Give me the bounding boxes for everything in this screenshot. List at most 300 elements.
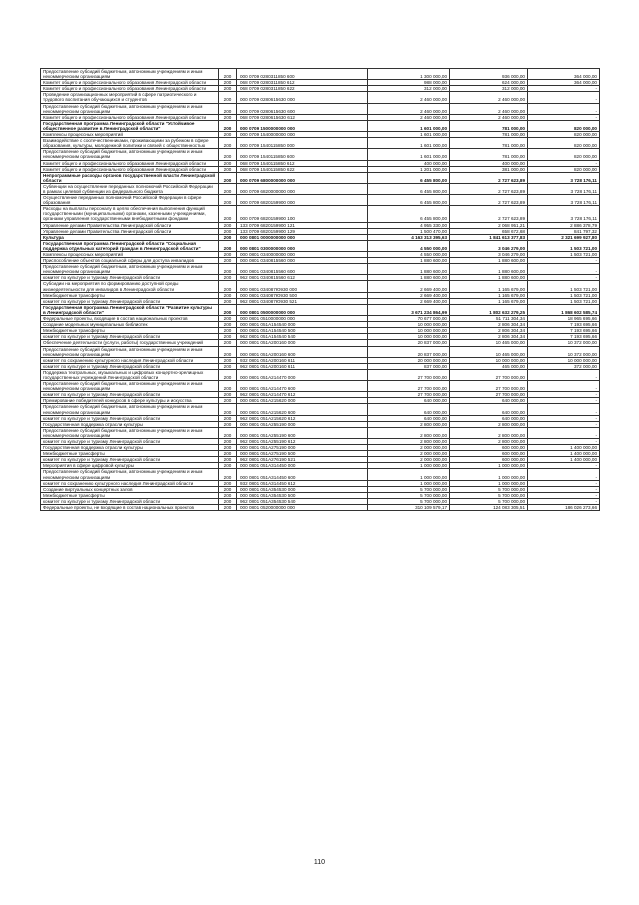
- row-approved-cell: 2 800 000,00: [368, 439, 450, 445]
- row-name-cell: комитет по культуре и туризму Ленинградской области: [41, 334, 219, 340]
- row-remaining-cell: 820 000,00: [528, 149, 600, 160]
- row-kbk-cell: 000 0709 6820159900 000: [237, 195, 368, 206]
- row-code-cell: 200: [219, 381, 237, 392]
- table-row: [41, 195, 600, 206]
- row-approved-cell: 4 163 313 395,63: [368, 234, 450, 240]
- row-kbk-cell: 068 0709 1540115850 622: [237, 166, 368, 172]
- row-name-cell: Государственная программа Ленинградской области "Социальная поддержка отдельных категорий граждан в Ленинградской области": [41, 240, 219, 251]
- row-code-cell: 200: [219, 486, 237, 492]
- row-remaining-cell: 820 000,00: [528, 132, 600, 138]
- row-approved-cell: 6 455 800,00: [368, 183, 450, 194]
- row-remaining-cell: 1 503 721,00: [528, 298, 600, 304]
- row-code-cell: 200: [219, 346, 237, 357]
- row-executed-cell: 1 165 679,00: [450, 292, 528, 298]
- row-code-cell: 200: [219, 404, 237, 415]
- row-kbk-cell: 000 0801 051А275190 500: [237, 451, 368, 457]
- row-kbk-cell: 000 0801 0340000000 000: [237, 252, 368, 258]
- row-code-cell: 200: [219, 80, 237, 86]
- row-approved-cell: 27 700 000,00: [368, 392, 450, 398]
- row-name-cell: комитет по культуре и туризму Ленинградской области: [41, 275, 219, 281]
- row-name-cell: Управление делами Правительства Ленинградской области: [41, 228, 219, 234]
- row-name-cell: Расходы на выплаты персоналу в целях обеспечения выполнения функций государственными (муниципальными) органами, казенными учреждениями, органами управления государственными внебюджетными фондами: [41, 206, 219, 222]
- row-approved-cell: 5 700 000,00: [368, 492, 450, 498]
- row-name-cell: комитет по культуре и туризму Ленинградской области: [41, 498, 219, 504]
- row-executed-cell: 624 000,00: [450, 80, 528, 86]
- row-approved-cell: 1 601 000,00: [368, 138, 450, 149]
- table-row: [41, 369, 600, 380]
- row-remaining-cell: 1 503 721,00: [528, 292, 600, 298]
- row-remaining-cell: -: [528, 392, 600, 398]
- row-name-cell: Предоставление субсидий бюджетным, автономным учреждениям и иным некоммерческим организациям: [41, 427, 219, 438]
- row-approved-cell: 10 000 000,00: [368, 322, 450, 328]
- row-code-cell: 200: [219, 340, 237, 346]
- row-name-cell: Создание виртуальных концертных залов: [41, 486, 219, 492]
- row-code-cell: 200: [219, 505, 237, 511]
- row-code-cell: 200: [219, 195, 237, 206]
- row-remaining-cell: 3 728 176,11: [528, 172, 600, 183]
- row-executed-cell: 2 806 304,34: [450, 334, 528, 340]
- row-code-cell: 200: [219, 328, 237, 334]
- row-approved-cell: 1 880 600,00: [368, 275, 450, 281]
- row-remaining-cell: -: [528, 398, 600, 404]
- row-code-cell: 200: [219, 222, 237, 228]
- row-name-cell: Межбюджетные трансферты: [41, 451, 219, 457]
- row-approved-cell: 1 601 000,00: [368, 149, 450, 160]
- row-remaining-cell: 3 728 176,11: [528, 195, 600, 206]
- row-code-cell: 200: [219, 463, 237, 469]
- row-remaining-cell: -: [528, 421, 600, 427]
- row-name-cell: Создание модельных муниципальных библиотек: [41, 322, 219, 328]
- row-kbk-cell: 932 0801 051А200160 611: [237, 357, 368, 363]
- row-name-cell: Премирование победителей конкурсов в сфере культуры и искусства: [41, 398, 219, 404]
- table-row: [41, 69, 600, 80]
- row-name-cell: Комитет общего и профессионального образования Ленинградской области: [41, 160, 219, 166]
- row-code-cell: 200: [219, 457, 237, 463]
- row-remaining-cell: -: [528, 160, 600, 166]
- table-row: [41, 206, 600, 222]
- row-kbk-cell: 000 0709 6820000000 000: [237, 183, 368, 194]
- table-row: [41, 346, 600, 357]
- row-name-cell: комитет по сохранению культурного наследия Ленинградской области: [41, 480, 219, 486]
- row-code-cell: 200: [219, 445, 237, 451]
- row-approved-cell: 1 201 000,00: [368, 166, 450, 172]
- row-approved-cell: 4 955 330,00: [368, 222, 450, 228]
- row-remaining-cell: -: [528, 275, 600, 281]
- row-kbk-cell: 000 0801 051А275190 000: [237, 445, 368, 451]
- row-approved-cell: 6 455 800,00: [368, 195, 450, 206]
- row-executed-cell: 2 806 304,34: [450, 322, 528, 328]
- table-row: [41, 120, 600, 131]
- row-kbk-cell: 000 0801 051А154540 000: [237, 322, 368, 328]
- row-code-cell: 200: [219, 240, 237, 251]
- row-kbk-cell: 000 0801 034087Ю930 000: [237, 281, 368, 292]
- row-remaining-cell: 1 503 721,00: [528, 240, 600, 251]
- row-approved-cell: 5 700 000,00: [368, 498, 450, 504]
- row-remaining-cell: -: [528, 415, 600, 421]
- row-approved-cell: 4 550 000,00: [368, 240, 450, 251]
- row-remaining-cell: -: [528, 492, 600, 498]
- row-approved-cell: 20 837 000,00: [368, 340, 450, 346]
- row-executed-cell: 5 700 000,00: [450, 492, 528, 498]
- row-name-cell: Предоставление субсидий бюджетным, автономным учреждениям и иным некоммерческим организациям: [41, 469, 219, 480]
- row-code-cell: 200: [219, 183, 237, 194]
- row-kbk-cell: 962 0801 051А200160 611: [237, 363, 368, 369]
- row-executed-cell: 10 000 000,00: [450, 357, 528, 363]
- row-code-cell: 200: [219, 69, 237, 80]
- budget-table-sheet: [40, 68, 599, 511]
- row-remaining-cell: -: [528, 114, 600, 120]
- row-approved-cell: 640 000,00: [368, 404, 450, 415]
- row-remaining-cell: 1 503 721,00: [528, 252, 600, 258]
- row-executed-cell: 781 000,00: [450, 149, 528, 160]
- table-row: [41, 404, 600, 415]
- row-approved-cell: 2 000 000,00: [368, 457, 450, 463]
- table-row: [41, 469, 600, 480]
- row-code-cell: 200: [219, 304, 237, 315]
- row-kbk-cell: 133 0709 6820159900 129: [237, 228, 368, 234]
- table-row: [41, 427, 600, 438]
- table-row: [41, 103, 600, 114]
- row-executed-cell: 781 000,00: [450, 120, 528, 131]
- row-remaining-cell: 10 372 000,00: [528, 340, 600, 346]
- row-approved-cell: 1 601 000,00: [368, 120, 450, 131]
- row-executed-cell: 781 000,00: [450, 132, 528, 138]
- row-executed-cell: 27 700 000,00: [450, 392, 528, 398]
- row-kbk-cell: 962 0801 051А276190 521: [237, 457, 368, 463]
- row-remaining-cell: 820 000,00: [528, 138, 600, 149]
- row-remaining-cell: 7 193 695,66: [528, 334, 600, 340]
- row-name-cell: Субвенции на осуществление переданных полномочий Российской Федерации в рамках целевой субвенции из федерального бюджета: [41, 183, 219, 194]
- row-code-cell: 200: [219, 138, 237, 149]
- row-approved-cell: 4 550 000,00: [368, 252, 450, 258]
- row-kbk-cell: 000 0709 6800000000 000: [237, 172, 368, 183]
- row-approved-cell: 312 000,00: [368, 86, 450, 92]
- row-kbk-cell: 000 0801 051А200160 600: [237, 346, 368, 357]
- row-name-cell: Комплексы процессных мероприятий: [41, 132, 219, 138]
- row-executed-cell: 2 068 951,21: [450, 222, 528, 228]
- row-executed-cell: 5 700 000,00: [450, 486, 528, 492]
- row-code-cell: 200: [219, 160, 237, 166]
- row-name-cell: Предоставление субсидий бюджетным, автономным учреждениям и иным некоммерческим организациям: [41, 404, 219, 415]
- row-remaining-cell: 2 886 378,79: [528, 222, 600, 228]
- row-code-cell: 200: [219, 357, 237, 363]
- row-approved-cell: 6 455 800,00: [368, 172, 450, 183]
- row-executed-cell: 400 000,00: [450, 160, 528, 166]
- table-row: [41, 149, 600, 160]
- row-approved-cell: 1 000 000,00: [368, 480, 450, 486]
- row-kbk-cell: 000 0709 1540115850 600: [237, 149, 368, 160]
- row-name-cell: Межбюджетные трансферты: [41, 292, 219, 298]
- row-kbk-cell: 068 0709 0280311850 622: [237, 86, 368, 92]
- row-name-cell: Государственная программа Ленинградской области "Устойчивое общественное развитие в Ленинградской области": [41, 120, 219, 131]
- row-name-cell: Взаимодействие с соотечественниками, проживающими за рубежом в сфере образования, культуры, молодежной политики и связей с общественностью: [41, 138, 219, 149]
- row-executed-cell: 3 046 279,00: [450, 252, 528, 258]
- row-kbk-cell: 932 0801 051А314450 612: [237, 480, 368, 486]
- row-kbk-cell: 000 0801 051А200160 000: [237, 340, 368, 346]
- budget-table-body: [41, 69, 600, 511]
- row-approved-cell: 1 500 470,00: [368, 228, 450, 234]
- row-executed-cell: 1 165 679,00: [450, 281, 528, 292]
- row-kbk-cell: 000 0801 051А154540 500: [237, 328, 368, 334]
- row-name-cell: Федеральные проекты, не входящие в состав национальных проектов: [41, 505, 219, 511]
- row-remaining-cell: 364 000,00: [528, 69, 600, 80]
- row-executed-cell: 3 046 279,00: [450, 240, 528, 251]
- table-row: [41, 281, 600, 292]
- row-name-cell: Комитет общего и профессионального образования Ленинградской области: [41, 86, 219, 92]
- row-remaining-cell: -: [528, 486, 600, 492]
- row-remaining-cell: -: [528, 498, 600, 504]
- row-name-cell: комитет по культуре и туризму Ленинградской области: [41, 457, 219, 463]
- table-row: [41, 505, 600, 511]
- row-executed-cell: 1 000 000,00: [450, 469, 528, 480]
- row-name-cell: Субсидии на мероприятия по формированию доступной среды жизнедеятельности для инвалидов в Ленинградской области: [41, 281, 219, 292]
- row-remaining-cell: -: [528, 404, 600, 415]
- row-code-cell: 200: [219, 415, 237, 421]
- row-code-cell: 200: [219, 149, 237, 160]
- row-kbk-cell: 000 0801 051А214470 600: [237, 381, 368, 392]
- table-row: [41, 264, 600, 275]
- row-executed-cell: 10 465 000,00: [450, 340, 528, 346]
- row-code-cell: 200: [219, 172, 237, 183]
- row-code-cell: 200: [219, 392, 237, 398]
- row-kbk-cell: 000 0801 051А214470 000: [237, 369, 368, 380]
- row-approved-cell: 640 000,00: [368, 398, 450, 404]
- row-approved-cell: 1 000 000,00: [368, 469, 450, 480]
- row-remaining-cell: -: [528, 103, 600, 114]
- row-remaining-cell: 364 000,00: [528, 80, 600, 86]
- row-executed-cell: 1 165 679,00: [450, 298, 528, 304]
- row-code-cell: 200: [219, 234, 237, 240]
- row-executed-cell: 781 000,00: [450, 138, 528, 149]
- table-row: [41, 172, 600, 183]
- row-code-cell: 200: [219, 469, 237, 480]
- row-executed-cell: 2 727 623,89: [450, 195, 528, 206]
- row-approved-cell: 1 000 000,00: [368, 463, 450, 469]
- table-row: [41, 92, 600, 103]
- row-remaining-cell: -: [528, 469, 600, 480]
- row-remaining-cell: -: [528, 369, 600, 380]
- row-code-cell: 200: [219, 103, 237, 114]
- row-executed-cell: 2 727 623,89: [450, 206, 528, 222]
- row-code-cell: 200: [219, 228, 237, 234]
- row-name-cell: Обеспечение деятельности (услуги, работы) государственных учреждений: [41, 340, 219, 346]
- row-kbk-cell: 000 0801 051А354530 000: [237, 486, 368, 492]
- row-code-cell: 200: [219, 427, 237, 438]
- row-name-cell: Предоставление субсидий бюджетным, автономным учреждениям и иным некоммерческим организациям: [41, 381, 219, 392]
- row-approved-cell: 6 455 800,00: [368, 206, 450, 222]
- row-code-cell: 200: [219, 498, 237, 504]
- row-code-cell: 200: [219, 480, 237, 486]
- row-executed-cell: 465 000,00: [450, 363, 528, 369]
- row-approved-cell: 310 109 579,17: [368, 505, 450, 511]
- row-approved-cell: 2 460 000,00: [368, 114, 450, 120]
- row-name-cell: комитет по культуре и туризму Ленинградской области: [41, 298, 219, 304]
- row-kbk-cell: 068 0709 1540115850 612: [237, 160, 368, 166]
- row-remaining-cell: 10 372 000,00: [528, 346, 600, 357]
- row-executed-cell: 2 800 000,00: [450, 421, 528, 427]
- row-name-cell: комитет по культуре и туризму Ленинградской области: [41, 415, 219, 421]
- table-row: [41, 381, 600, 392]
- row-approved-cell: 640 000,00: [368, 415, 450, 421]
- row-name-cell: Межбюджетные трансферты: [41, 328, 219, 334]
- table-row: [41, 304, 600, 315]
- row-name-cell: Государственная поддержка отрасли культуры: [41, 445, 219, 451]
- row-remaining-cell: -: [528, 258, 600, 264]
- row-kbk-cell: 962 0801 051А154540 540: [237, 334, 368, 340]
- row-code-cell: 200: [219, 363, 237, 369]
- row-kbk-cell: 133 0709 6820159900 121: [237, 222, 368, 228]
- row-name-cell: Поддержка театральных, музыкальных и цифровых концертно-зрелищных государственных учреждений Ленинградской области: [41, 369, 219, 380]
- row-kbk-cell: 000 0801 051А255190 000: [237, 421, 368, 427]
- row-executed-cell: 1 880 600,00: [450, 258, 528, 264]
- row-kbk-cell: 000 0709 6820159900 100: [237, 206, 368, 222]
- row-approved-cell: 2 460 000,00: [368, 92, 450, 103]
- row-name-cell: Приспособление объектов социальной сферы для доступа инвалидов: [41, 258, 219, 264]
- row-code-cell: 200: [219, 86, 237, 92]
- row-remaining-cell: 3 728 176,11: [528, 183, 600, 194]
- row-name-cell: комитет по сохранению культурного наследия Ленинградской области: [41, 357, 219, 363]
- row-approved-cell: 5 700 000,00: [368, 486, 450, 492]
- row-code-cell: 200: [219, 264, 237, 275]
- row-name-cell: Предоставление субсидий бюджетным, автономным учреждениям и иным некоммерческим организациям: [41, 103, 219, 114]
- row-name-cell: Предоставление субсидий бюджетным, автономным учреждениям и иным некоммерческим организациям: [41, 69, 219, 80]
- row-approved-cell: 20 000 000,00: [368, 357, 450, 363]
- row-remaining-cell: -: [528, 92, 600, 103]
- row-code-cell: 200: [219, 439, 237, 445]
- row-approved-cell: 3 671 234 864,99: [368, 304, 450, 315]
- row-code-cell: 200: [219, 298, 237, 304]
- row-name-cell: Культура: [41, 234, 219, 240]
- row-approved-cell: 2 460 000,00: [368, 103, 450, 114]
- row-code-cell: 200: [219, 120, 237, 131]
- row-name-cell: Предоставление субсидий бюджетным, автономным учреждениям и иным некоммерческим организациям: [41, 264, 219, 275]
- row-kbk-cell: 000 0801 051А354530 500: [237, 492, 368, 498]
- row-remaining-cell: -: [528, 463, 600, 469]
- row-approved-cell: 2 800 000,00: [368, 421, 450, 427]
- row-approved-cell: 2 800 000,00: [368, 427, 450, 438]
- row-code-cell: 200: [219, 334, 237, 340]
- row-approved-cell: 27 700 000,00: [368, 369, 450, 380]
- row-executed-cell: 600 000,00: [450, 457, 528, 463]
- row-name-cell: Осуществление переданных полномочий Российской Федерации в сфере образования: [41, 195, 219, 206]
- row-remaining-cell: -: [528, 480, 600, 486]
- row-kbk-cell: 000 0801 051А314450 000: [237, 463, 368, 469]
- row-executed-cell: 640 000,00: [450, 415, 528, 421]
- row-remaining-cell: 1 400 000,00: [528, 457, 600, 463]
- row-code-cell: 200: [219, 398, 237, 404]
- row-name-cell: Мероприятия в сфере цифровой культуры: [41, 463, 219, 469]
- row-name-cell: Государственная поддержка отрасли культуры: [41, 421, 219, 427]
- row-executed-cell: 27 700 000,00: [450, 381, 528, 392]
- row-executed-cell: 1 000 000,00: [450, 480, 528, 486]
- row-name-cell: Предоставление субсидий бюджетным, автономным учреждениям и иным некоммерческим организациям: [41, 346, 219, 357]
- row-code-cell: 200: [219, 322, 237, 328]
- row-kbk-cell: 000 0801 051А314450 600: [237, 469, 368, 480]
- row-code-cell: 200: [219, 258, 237, 264]
- row-approved-cell: 988 000,00: [368, 80, 450, 86]
- row-kbk-cell: 000 0801 051А215620 600: [237, 404, 368, 415]
- row-approved-cell: 1 880 600,00: [368, 264, 450, 275]
- row-executed-cell: 312 000,00: [450, 86, 528, 92]
- row-executed-cell: 600 000,00: [450, 445, 528, 451]
- table-row: [41, 138, 600, 149]
- row-executed-cell: 2 460 000,00: [450, 103, 528, 114]
- row-name-cell: Межбюджетные трансферты: [41, 492, 219, 498]
- row-code-cell: 200: [219, 114, 237, 120]
- row-code-cell: 200: [219, 275, 237, 281]
- row-kbk-cell: 000 0801 0500000000 000: [237, 304, 368, 315]
- table-row: [41, 240, 600, 251]
- table-row: [41, 183, 600, 194]
- row-code-cell: 200: [219, 281, 237, 292]
- row-executed-cell: 1 000 000,00: [450, 463, 528, 469]
- row-approved-cell: 837 000,00: [368, 363, 450, 369]
- row-name-cell: комитет по культуре и туризму Ленинградской области: [41, 439, 219, 445]
- row-remaining-cell: 7 193 695,66: [528, 322, 600, 328]
- row-executed-cell: 51 711 304,34: [450, 316, 528, 322]
- row-name-cell: Комитет общего и профессионального образования Ленинградской области: [41, 166, 219, 172]
- row-executed-cell: 5 700 000,00: [450, 498, 528, 504]
- row-kbk-cell: 962 0801 051А214470 612: [237, 392, 368, 398]
- row-approved-cell: 2 000 000,00: [368, 451, 450, 457]
- row-name-cell: Предоставление субсидий бюджетным, автономным учреждениям и иным некоммерческим организациям: [41, 149, 219, 160]
- row-kbk-cell: 000 0709 1540000000 000: [237, 132, 368, 138]
- row-name-cell: Федеральные проекты, входящие в состав национальных проектов: [41, 316, 219, 322]
- row-kbk-cell: 962 0801 051А255190 612: [237, 439, 368, 445]
- row-approved-cell: 10 000 000,00: [368, 328, 450, 334]
- row-kbk-cell: 068 0709 0280615630 612: [237, 114, 368, 120]
- row-name-cell: комитет по культуре и туризму Ленинградской области: [41, 392, 219, 398]
- row-approved-cell: 1 880 600,00: [368, 258, 450, 264]
- row-remaining-cell: 1 868 602 585,74: [528, 304, 600, 315]
- row-remaining-cell: 820 000,00: [528, 166, 600, 172]
- budget-table: [40, 68, 600, 511]
- row-remaining-cell: 1 400 000,00: [528, 451, 600, 457]
- row-remaining-cell: 186 026 273,66: [528, 505, 600, 511]
- row-approved-cell: 70 677 000,00: [368, 316, 450, 322]
- row-name-cell: Управление делами Правительства Ленинградской области: [41, 222, 219, 228]
- row-executed-cell: 381 000,00: [450, 166, 528, 172]
- row-name-cell: Государственная программа Ленинградской области "Развитие культуры в Ленинградской области": [41, 304, 219, 315]
- row-kbk-cell: 000 0709 0280311850 600: [237, 69, 368, 80]
- row-executed-cell: 2 806 304,34: [450, 328, 528, 334]
- row-remaining-cell: 18 965 695,66: [528, 316, 600, 322]
- row-kbk-cell: 000 0801 051А215620 000: [237, 398, 368, 404]
- row-code-cell: 200: [219, 132, 237, 138]
- row-kbk-cell: 068 0709 0280311850 612: [237, 80, 368, 86]
- row-approved-cell: 1 300 000,00: [368, 69, 450, 80]
- row-kbk-cell: 000 0801 0340815560 600: [237, 264, 368, 275]
- row-code-cell: 200: [219, 492, 237, 498]
- row-kbk-cell: 000 0801 051А255190 600: [237, 427, 368, 438]
- row-executed-cell: 640 000,00: [450, 398, 528, 404]
- row-approved-cell: 2 669 400,00: [368, 281, 450, 292]
- row-approved-cell: 400 000,00: [368, 160, 450, 166]
- row-approved-cell: 10 000 000,00: [368, 334, 450, 340]
- row-approved-cell: 27 700 000,00: [368, 381, 450, 392]
- row-code-cell: 200: [219, 421, 237, 427]
- row-name-cell: Комитет общего и профессионального образования Ленинградской области: [41, 114, 219, 120]
- row-code-cell: 200: [219, 451, 237, 457]
- row-executed-cell: 658 672,68: [450, 228, 528, 234]
- row-kbk-cell: 962 0801 051А354530 540: [237, 498, 368, 504]
- row-kbk-cell: 962 0801 034087Ю930 521: [237, 298, 368, 304]
- row-code-cell: 200: [219, 316, 237, 322]
- row-executed-cell: 27 700 000,00: [450, 369, 528, 380]
- row-executed-cell: 600 000,00: [450, 451, 528, 457]
- row-remaining-cell: 841 797,32: [528, 228, 600, 234]
- row-executed-cell: 124 083 305,51: [450, 505, 528, 511]
